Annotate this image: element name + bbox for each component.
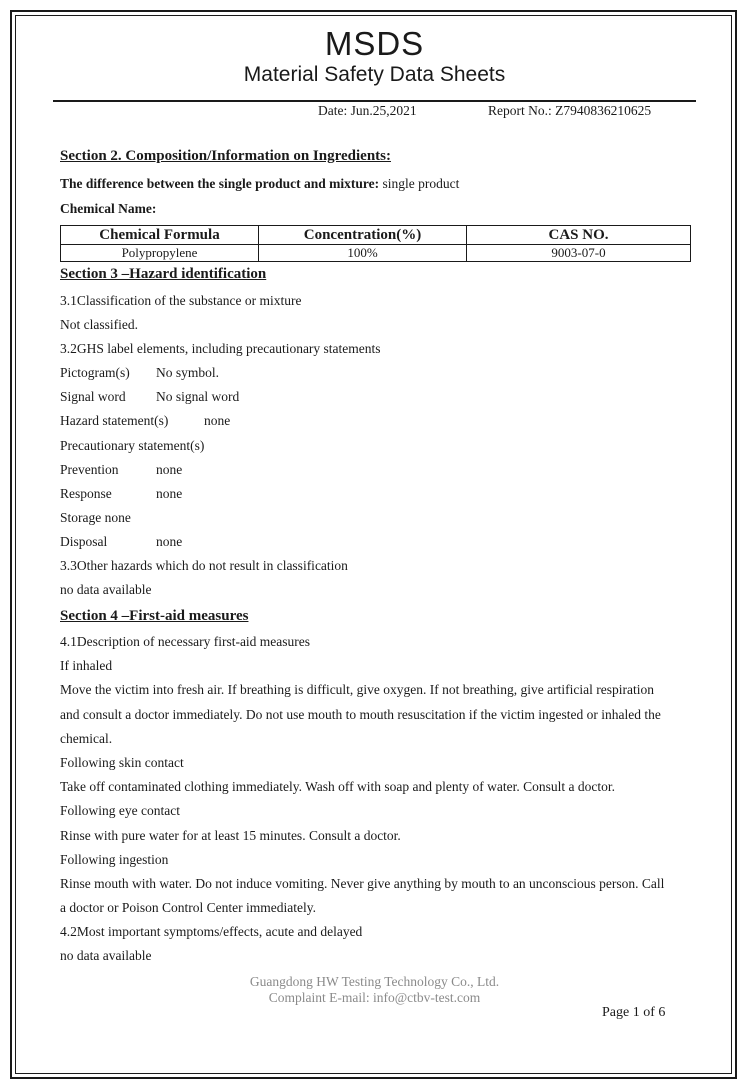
- difference-line: [60, 175, 459, 193]
- inhaled-text-line-3: chemical.: [60, 731, 113, 746]
- classification-heading: 3.1Classification of the substance or mixture: [60, 293, 302, 308]
- eye-contact-text: Rinse with pure water for at least 15 minutes. Consult a doctor.: [60, 828, 401, 843]
- ghs-heading: 3.2GHS label elements, including precautionary statements: [60, 341, 381, 356]
- section-2-title: Section 2. Composition/Information on Ingredients:: [60, 148, 391, 164]
- hazard-statement-label: Hazard statement(s): [60, 413, 169, 428]
- signal-word-value: No signal word: [156, 389, 240, 404]
- header-divider: [53, 100, 696, 102]
- skin-contact-text: Take off contaminated clothing immediately. Wash off with soap and plenty of water. Consult a doctor.: [60, 779, 615, 794]
- first-aid-description-heading: 4.1Description of necessary first-aid measures: [60, 634, 311, 649]
- disposal-label: Disposal: [60, 534, 108, 549]
- section-3-title: Section 3 –Hazard identification: [60, 266, 267, 282]
- pictogram-label: Pictogram(s): [60, 365, 130, 380]
- inhaled-heading: If inhaled: [60, 658, 113, 673]
- pictogram-value: No symbol.: [156, 365, 220, 380]
- difference-value: single product: [382, 176, 460, 191]
- column-header-concentration: Concentration(%): [259, 226, 467, 245]
- ingestion-text-line-1: Rinse mouth with water. Do not induce vomiting. Never give anything by mouth to an unconscious person. Call: [60, 876, 665, 891]
- signal-word-label: Signal word: [60, 389, 126, 404]
- inhaled-text-line-1: Move the victim into fresh air. If breathing is difficult, give oxygen. If not breathing, give artificial respiration: [60, 682, 654, 697]
- section-4-title: Section 4 –First-aid measures: [60, 608, 249, 624]
- symptoms-heading: 4.2Most important symptoms/effects, acute and delayed: [60, 924, 363, 939]
- difference-label: The difference between the single product and mixture:: [60, 176, 380, 191]
- report-number: Report No.: Z7940836210625: [488, 103, 652, 118]
- prevention-label: Prevention: [60, 462, 119, 477]
- document-title: MSDS: [324, 25, 425, 62]
- footer-email: Complaint E-mail: info@ctbv-test.com: [268, 990, 481, 1005]
- inhaled-text-line-2: and consult a doctor immediately. Do not use mouth to mouth resuscitation if the victim ingested or inhaled the: [60, 707, 661, 722]
- precautionary-heading: Precautionary statement(s): [60, 438, 205, 453]
- column-header-chemical-formula: Chemical Formula: [61, 226, 259, 245]
- response-label: Response: [60, 486, 112, 501]
- cell-chemical-formula: Polypropylene: [61, 245, 259, 262]
- other-hazards-value: no data available: [60, 582, 152, 597]
- report-date: Date: Jun.25,2021: [318, 103, 417, 118]
- cell-cas-no: 9003-07-0: [467, 245, 691, 262]
- disposal-value: none: [156, 534, 183, 549]
- prevention-value: none: [156, 462, 183, 477]
- classification-value: Not classified.: [60, 317, 138, 332]
- ingestion-heading: Following ingestion: [60, 852, 169, 867]
- chemical-name-label: Chemical Name:: [60, 201, 157, 216]
- document-subtitle: Material Safety Data Sheets: [243, 63, 506, 86]
- storage-line: Storage none: [60, 510, 131, 525]
- symptoms-value: no data available: [60, 948, 152, 963]
- eye-contact-heading: Following eye contact: [60, 803, 180, 818]
- table-header-row: [61, 226, 691, 245]
- ingestion-text-line-2: a doctor or Poison Control Center immediately.: [60, 900, 316, 915]
- ingredients-table: [60, 225, 691, 262]
- cell-concentration: 100%: [259, 245, 467, 262]
- page-number: Page 1 of 6: [602, 1005, 666, 1020]
- footer-company: Guangdong HW Testing Technology Co., Ltd.: [249, 974, 500, 989]
- skin-contact-heading: Following skin contact: [60, 755, 184, 770]
- column-header-cas-no: CAS NO.: [467, 226, 691, 245]
- table-row: [61, 245, 691, 262]
- hazard-statement-value: none: [204, 413, 231, 428]
- response-value: none: [156, 486, 183, 501]
- other-hazards-heading: 3.3Other hazards which do not result in classification: [60, 558, 348, 573]
